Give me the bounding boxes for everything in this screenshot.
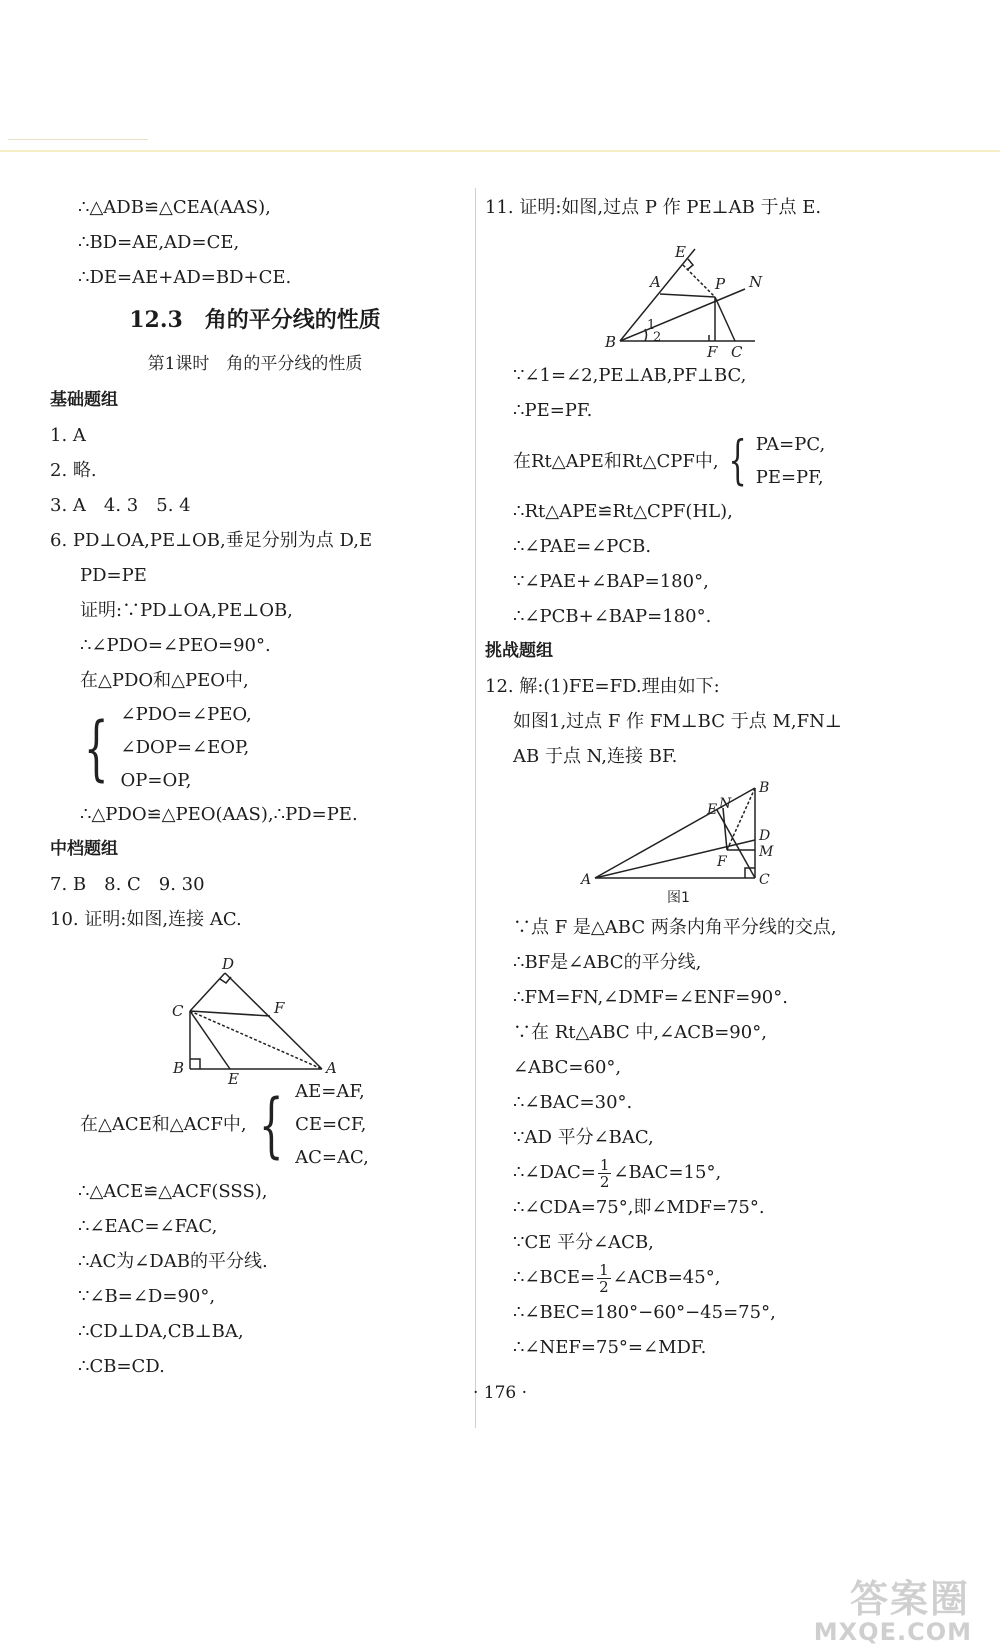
label-angle-1: 1	[647, 318, 656, 333]
text-line: ∵在 Rt△ABC 中,∠ACB=90°,	[513, 1022, 767, 1043]
label-E: E	[228, 1070, 239, 1088]
text-line: ∵∠PAE+∠BAP=180°,	[513, 571, 709, 592]
text-line: CE=CF,	[295, 1114, 367, 1135]
label-N: N	[749, 273, 763, 291]
text-line: 在Rt△APE和Rt△CPF中,	[513, 450, 719, 472]
text-segment: ∠BAC=15°,	[613, 1162, 722, 1183]
label-A: A	[650, 273, 661, 291]
brace-symbol: {	[728, 431, 747, 491]
answer-line: 2. 略.	[50, 460, 97, 481]
text-line: ∴∠CDA=75°,即∠MDF=75°.	[513, 1197, 765, 1218]
text-line: ∵AD 平分∠BAC,	[513, 1127, 654, 1148]
text-line: ∴△PDO≌△PEO(AAS),∴PD=PE.	[80, 804, 358, 825]
fraction-denominator: 2	[599, 1172, 610, 1191]
figure-q10	[50, 941, 460, 1088]
text-line: ∠PDO=∠PEO,	[120, 704, 252, 725]
label-F: F	[707, 343, 718, 361]
label-B: B	[759, 780, 770, 796]
group-heading: 中档题组	[50, 839, 118, 859]
text-line: AC=AC,	[295, 1147, 369, 1168]
answer-line: 6. PD⊥OA,PE⊥OB,垂足分别为点 D,E	[50, 530, 373, 551]
text-line: ∴∠PCB+∠BAP=180°.	[513, 606, 712, 627]
answer-line: 10. 证明:如图,连接 AC.	[50, 909, 242, 930]
figure-q11	[485, 229, 965, 361]
figure-caption: 图1	[667, 890, 690, 906]
group-heading: 挑战题组	[485, 641, 553, 661]
text-line: 证明:∵PD⊥OA,PE⊥OB,	[80, 600, 293, 621]
text-line: 如图1,过点 F 作 FM⊥BC 于点 M,FN⊥	[513, 711, 842, 732]
text-line: ∴△ACE≌△ACF(SSS),	[78, 1181, 268, 1202]
text-segment: ∠ACB=45°,	[612, 1267, 721, 1288]
equation-system	[42, 698, 460, 797]
answer-line: 3. A 4. 3 5. 4	[50, 495, 191, 516]
answer-line: 1. A	[50, 425, 86, 446]
fraction-half	[598, 1157, 612, 1190]
text-line: 在△ACE和△ACF中,	[80, 1114, 247, 1135]
text-line: OP=OP,	[120, 770, 192, 791]
label-F: F	[274, 999, 285, 1017]
page-header-band	[0, 0, 1000, 150]
label-D: D	[222, 955, 235, 973]
label-E: E	[707, 802, 718, 818]
text-line: PA=PC,	[755, 434, 826, 455]
text-line: ∴BF是∠ABC的平分线,	[513, 952, 702, 973]
text-line: AB 于点 N,连接 BF.	[513, 746, 678, 767]
text-line: ∠ABC=60°,	[513, 1057, 622, 1078]
brace-symbol: {	[258, 1083, 284, 1166]
text-line: ∴CD⊥DA,CB⊥BA,	[78, 1321, 244, 1342]
section-title: 12.3 角的平分线的性质	[129, 307, 381, 333]
label-C: C	[759, 872, 770, 888]
right-column	[485, 190, 965, 1365]
label-C: C	[731, 343, 743, 361]
text-line: ∵CE 平分∠ACB,	[513, 1232, 654, 1253]
label-C: C	[172, 1002, 184, 1020]
answer-line: 11. 证明:如图,过点 P 作 PE⊥AB 于点 E.	[485, 197, 822, 218]
text-line: ∴Rt△APE≌Rt△CPF(HL),	[513, 501, 733, 522]
text-line: ∴BD=AE,AD=CE,	[78, 232, 240, 253]
text-line: ∴∠BAC=30°.	[513, 1092, 633, 1113]
header-rule-short	[8, 139, 148, 140]
text-line: ∴AC为∠DAB的平分线.	[78, 1251, 268, 1272]
text-line: 在△PDO和△PEO中,	[80, 670, 249, 691]
fraction-denominator: 2	[599, 1277, 609, 1296]
text-line: PE=PF,	[755, 467, 824, 488]
page-number: · 176 ·	[472, 1383, 528, 1403]
label-E: E	[675, 243, 686, 261]
watermark-url: MXQE.COM	[813, 1618, 972, 1646]
equation-system	[80, 1075, 460, 1174]
lesson-title: 第1课时 角的平分线的性质	[147, 354, 363, 374]
fraction-line	[485, 1155, 965, 1190]
text-line: PD=PE	[80, 565, 147, 586]
text-line: ∴∠BEC=180°−60°−45=75°,	[513, 1302, 776, 1323]
text-line: ∵∠B=∠D=90°,	[78, 1286, 216, 1307]
fraction-numerator: 1	[599, 1260, 609, 1279]
label-P: P	[715, 275, 726, 293]
label-B: B	[605, 333, 617, 351]
text-line: ∴FM=FN,∠DMF=∠ENF=90°.	[513, 987, 788, 1008]
text-line: ∠DOP=∠EOP,	[120, 737, 250, 758]
column-divider	[475, 188, 476, 1428]
label-B: B	[173, 1059, 185, 1077]
label-N: N	[719, 796, 732, 812]
header-rule	[0, 150, 1000, 152]
group-heading: 基础题组	[50, 390, 118, 410]
text-segment: ∴∠BCE=	[513, 1267, 596, 1288]
text-line: ∴DE=AE+AD=BD+CE.	[78, 267, 292, 288]
fraction-half	[597, 1262, 611, 1295]
watermark-logo-text: 答案圈	[849, 1577, 970, 1621]
text-segment: ∴∠DAC=	[513, 1162, 596, 1183]
text-line: ∵∠1=∠2,PE⊥AB,PF⊥BC,	[513, 365, 747, 386]
text-line: ∴CB=CD.	[78, 1356, 165, 1377]
figure-q12	[485, 778, 965, 906]
fraction-line	[485, 1260, 965, 1295]
label-F: F	[717, 854, 727, 870]
answer-line: 12. 解:(1)FE=FD.理由如下:	[485, 676, 720, 697]
text-line: AE=AF,	[295, 1081, 365, 1102]
label-angle-2: 2	[653, 330, 662, 345]
text-line: ∴∠EAC=∠FAC,	[78, 1216, 218, 1237]
answer-line: 7. B 8. C 9. 30	[50, 874, 205, 895]
text-line: ∴∠PDO=∠PEO=90°.	[80, 635, 271, 656]
text-line: ∵点 F 是△ABC 两条内角平分线的交点,	[513, 917, 837, 938]
brace-symbol: {	[84, 706, 109, 789]
text-line: ∴△ADB≌△CEA(AAS),	[78, 197, 271, 218]
text-line: ∴∠PAE=∠PCB.	[513, 536, 652, 557]
text-line: ∴∠NEF=75°=∠MDF.	[513, 1337, 707, 1358]
label-A: A	[326, 1059, 337, 1077]
label-A: A	[581, 872, 592, 888]
equation-system	[485, 428, 965, 494]
fraction-numerator: 1	[599, 1155, 610, 1174]
label-D: D	[759, 828, 771, 844]
label-M: M	[759, 844, 774, 860]
left-column	[50, 190, 460, 1384]
text-line: ∴PE=PF.	[513, 400, 593, 421]
